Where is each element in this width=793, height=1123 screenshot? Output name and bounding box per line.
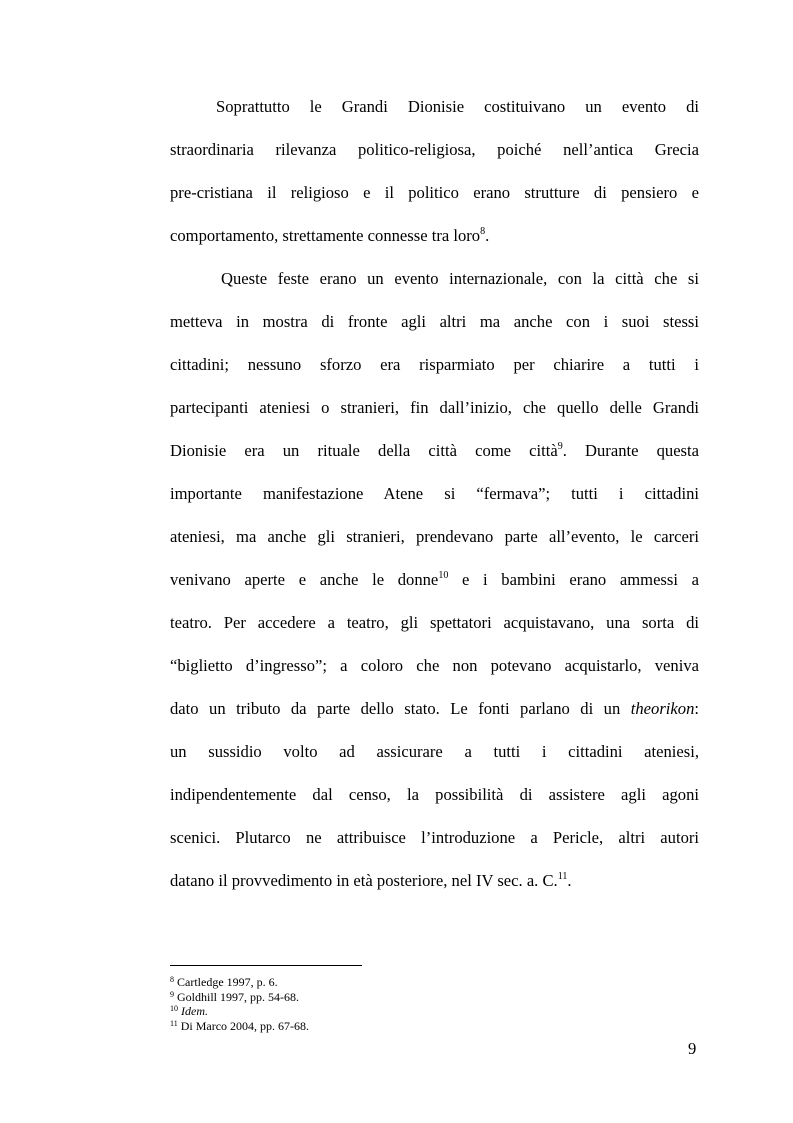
text-span: Dionisie era un rituale della città come città [170,441,558,460]
text-line: ateniesi, ma anche gli stranieri, prendevano parte all’evento, le carceri [170,527,699,546]
footnote-text: Cartledge 1997, p. 6. [174,975,278,989]
text-line: importante manifestazione Atene si “fermava”; tutti i cittadini [170,484,699,503]
text-line: scenici. Plutarco ne attribuisce l’introduzione a Pericle, altri autori [170,828,699,847]
text-span: dato un tributo da parte dello stato. Le fonti parlano di un [170,699,631,718]
footnote-ref-8[interactable]: 8 [480,226,486,237]
text-span: venivano aperte e anche le donne [170,570,439,589]
text-span: : [694,699,699,718]
paragraph-1 [170,85,699,257]
text-line: un sussidio volto ad assicurare a tutti i cittadini ateniesi, [170,742,699,761]
text-line [170,859,699,902]
footnote-number: 11 [170,1018,178,1028]
text-span: datano il provvedimento in età posteriore, nel IV sec. a. C. [170,871,558,890]
footnote-10 [170,1004,570,1019]
text-line: partecipanti ateniesi o stranieri, fin dall’inizio, che quello delle Grandi [170,398,699,417]
text-line: teatro. Per accedere a teatro, gli spettatori acquistavano, una sorta di [170,613,699,632]
text-line: Soprattutto le Grandi Dionisie costituivano un evento di [216,97,699,116]
footnote-9 [170,990,570,1005]
text-line: Queste feste erano un evento internazionale, con la città che si [221,269,699,288]
text-line: metteva in mostra di fronte agli altri ma anche con i suoi stessi [170,312,699,331]
text-line [170,687,699,730]
text-line [170,558,699,601]
footnote-number: 8 [170,975,174,984]
paragraph-2 [170,257,699,902]
text-span: e i bambini erano ammessi a [448,570,699,589]
footnote-separator [170,965,362,966]
text-line [170,214,699,257]
footnote-ref-9[interactable]: 9 [557,441,563,452]
text-line: pre-cristiana il religioso e il politico erano strutture di pensiero e [170,183,699,202]
footnote-text: Di Marco 2004, pp. 67-68. [177,1018,310,1033]
text-line: indipendentemente dal censo, la possibilità di assistere agli agoni [170,785,699,804]
footnote-text: Idem. [178,1004,208,1018]
text-span: comportamento, strettamente connesse tra loro [170,226,481,245]
text-span: . [485,226,490,245]
footnote-number: 10 [170,1004,178,1013]
page-number: 9 [688,1039,697,1058]
text-line: “biglietto d’ingresso”; a coloro che non potevano acquistarlo, veniva [170,656,699,675]
footnote-ref-10[interactable]: 10 [438,570,449,581]
footnote-ref-11[interactable]: 11 [557,871,568,882]
text-line [170,429,699,472]
text-line: straordinaria rilevanza politico-religiosa, poiché nell’antica Grecia [170,140,699,159]
text-span: . Durante questa [562,441,699,460]
text-line: cittadini; nessuno sforzo era risparmiato per chiarire a tutti i [170,355,699,374]
footnote-11 [170,1019,570,1034]
footnote-number: 9 [170,989,174,999]
text-span: . [567,871,572,890]
footnote-8 [170,975,570,990]
footnote-text: Goldhill 1997, pp. 54-68. [174,989,299,1004]
footnotes [170,975,570,1033]
italic-term: theorikon [630,699,695,718]
